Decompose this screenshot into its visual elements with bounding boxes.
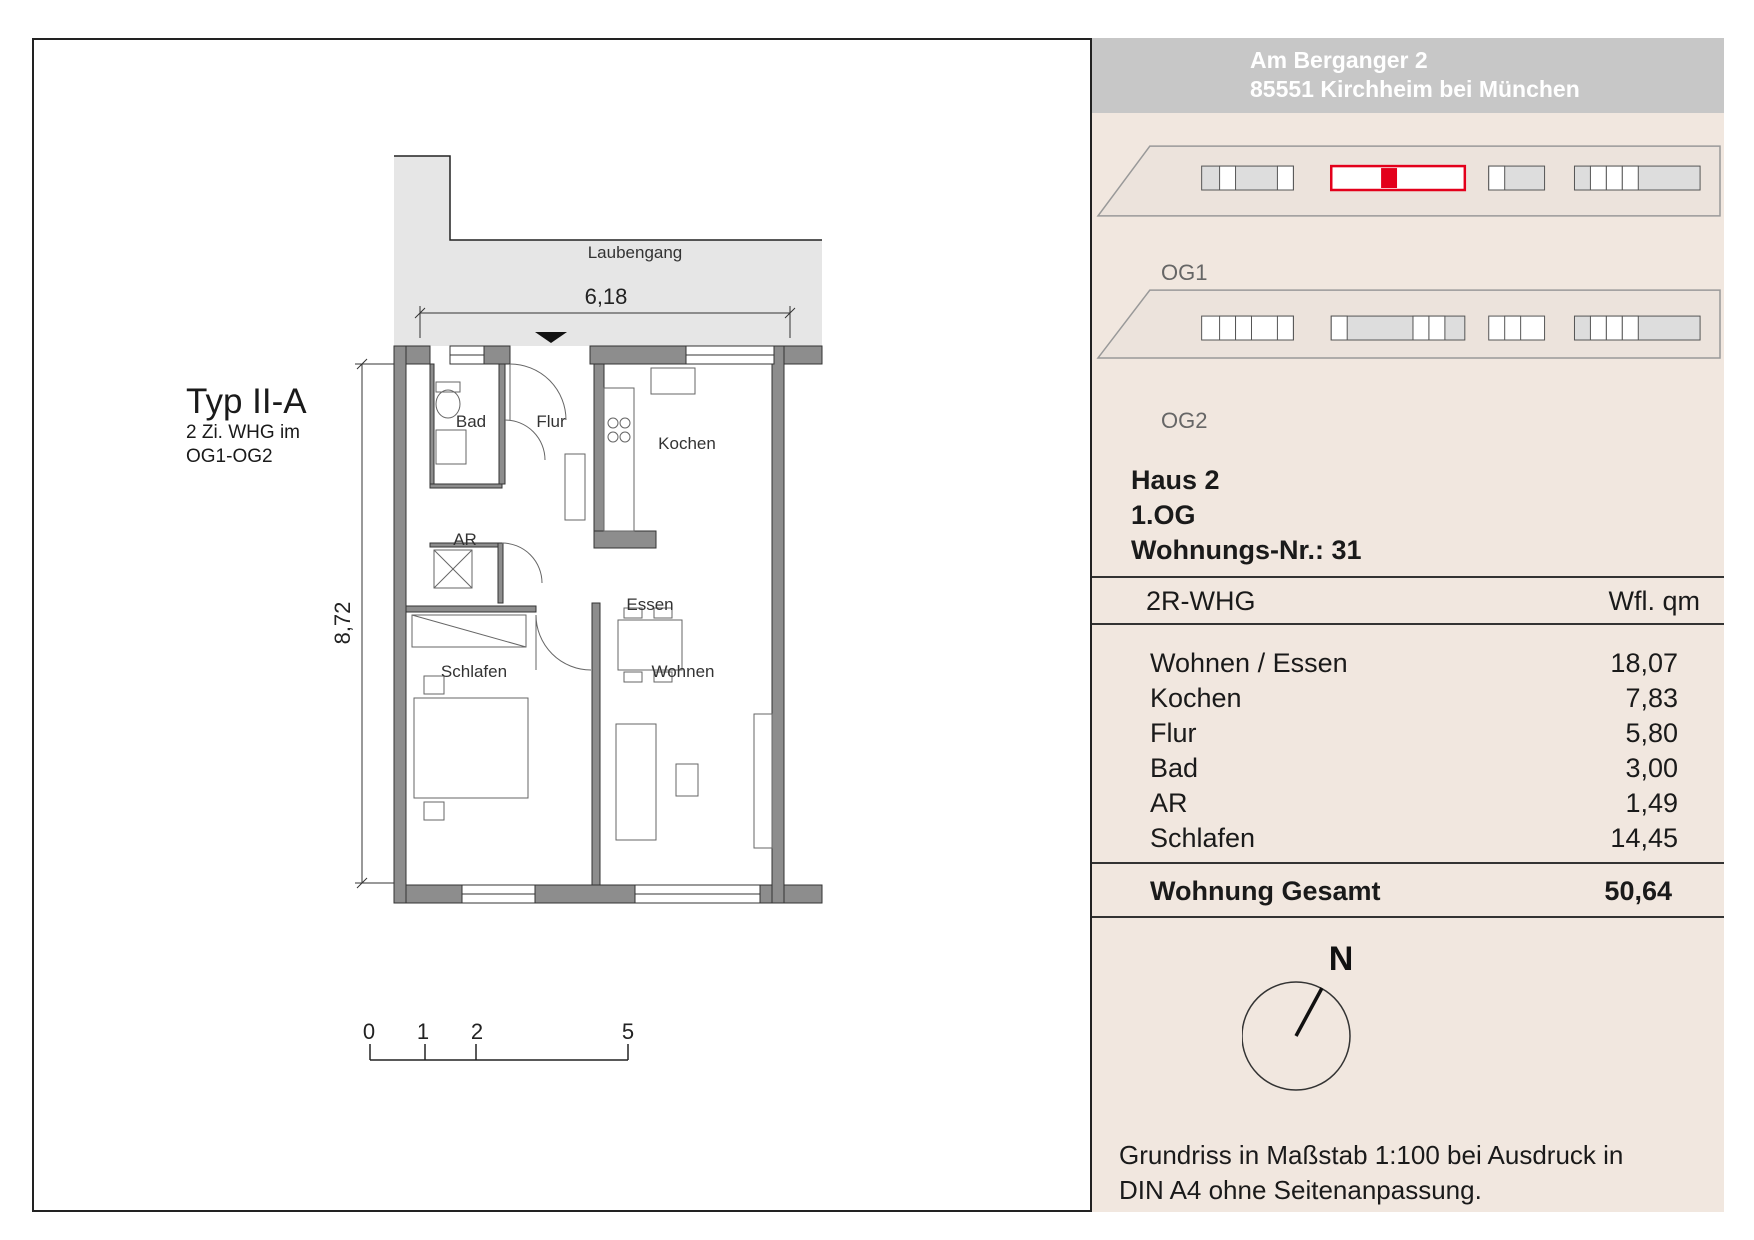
row-name: Wohnen / Essen	[1150, 648, 1348, 678]
row-name: Schlafen	[1150, 823, 1256, 853]
row-name: Bad	[1150, 753, 1199, 783]
floor-label-og2: OG2	[1161, 408, 1208, 433]
row-value: 1,49	[1625, 788, 1678, 818]
row-name: Kochen	[1150, 683, 1242, 713]
depth-dimension: 8,72	[330, 601, 355, 645]
width-dimension: 6,18	[584, 284, 628, 309]
unit-house: Haus 2	[1131, 465, 1220, 495]
unit-floor: 1.OG	[1131, 500, 1196, 530]
scale-bar	[370, 1044, 628, 1060]
row-value: 3,00	[1625, 753, 1678, 783]
scale-note-line1: Grundriss in Maßstab 1:100 bei Ausdruck in	[1119, 1140, 1624, 1170]
unit-number: Wohnungs-Nr.: 31	[1131, 535, 1362, 565]
compass	[1242, 936, 1402, 1136]
total-value: 50,64	[1604, 876, 1672, 906]
total-label: Wohnung Gesamt	[1150, 876, 1381, 906]
divider	[1092, 862, 1724, 864]
row-name: AR	[1150, 788, 1188, 818]
walkway-label: Laubengang	[587, 243, 683, 262]
row-value: 18,07	[1610, 648, 1678, 678]
scale-label-1: 1	[416, 1019, 430, 1044]
floor-plan	[32, 38, 1090, 1212]
address-line1: Am Berganger 2	[1250, 47, 1428, 73]
building-key-og1	[1092, 136, 1724, 246]
address-line2: 85551 Kirchheim bei München	[1250, 76, 1580, 102]
floor-label-og1: OG1	[1161, 260, 1208, 285]
room-label-wohnen: Wohnen	[651, 662, 715, 681]
scale-label-0: 0	[362, 1019, 376, 1044]
floor-plan-area	[32, 38, 1090, 1212]
row-value: 5,80	[1625, 718, 1678, 748]
type-line2: OG1-OG2	[186, 446, 273, 467]
room-label-bad: Bad	[455, 412, 487, 431]
compass-north-label: N	[1328, 940, 1354, 978]
divider	[1092, 576, 1724, 578]
scale-note-line2: DIN A4 ohne Seitenanpassung.	[1119, 1175, 1482, 1205]
table-header-type: 2R-WHG	[1146, 586, 1256, 616]
type-line1: 2 Zi. WHG im	[186, 422, 300, 443]
divider	[1092, 623, 1724, 625]
row-value: 14,45	[1610, 823, 1678, 853]
divider	[1092, 916, 1724, 918]
room-label-schlafen: Schlafen	[440, 662, 508, 681]
row-value: 7,83	[1625, 683, 1678, 713]
scale-label-2: 2	[470, 1019, 484, 1044]
scale-label-5: 5	[621, 1019, 635, 1044]
type-title: Typ II-A	[186, 382, 307, 421]
room-label-essen: Essen	[626, 595, 674, 614]
address-header	[1092, 38, 1724, 113]
room-label-ar: AR	[453, 530, 477, 549]
room-label-flur: Flur	[536, 412, 566, 431]
building-key-og2	[1092, 286, 1724, 396]
north-needle-icon	[1296, 988, 1322, 1036]
row-name: Flur	[1150, 718, 1197, 748]
room-label-kochen: Kochen	[658, 434, 716, 453]
unit-info	[1131, 463, 1362, 568]
scale-note	[1119, 1138, 1623, 1208]
info-panel	[1090, 38, 1724, 1212]
table-header-unit: Wfl. qm	[1608, 586, 1700, 616]
